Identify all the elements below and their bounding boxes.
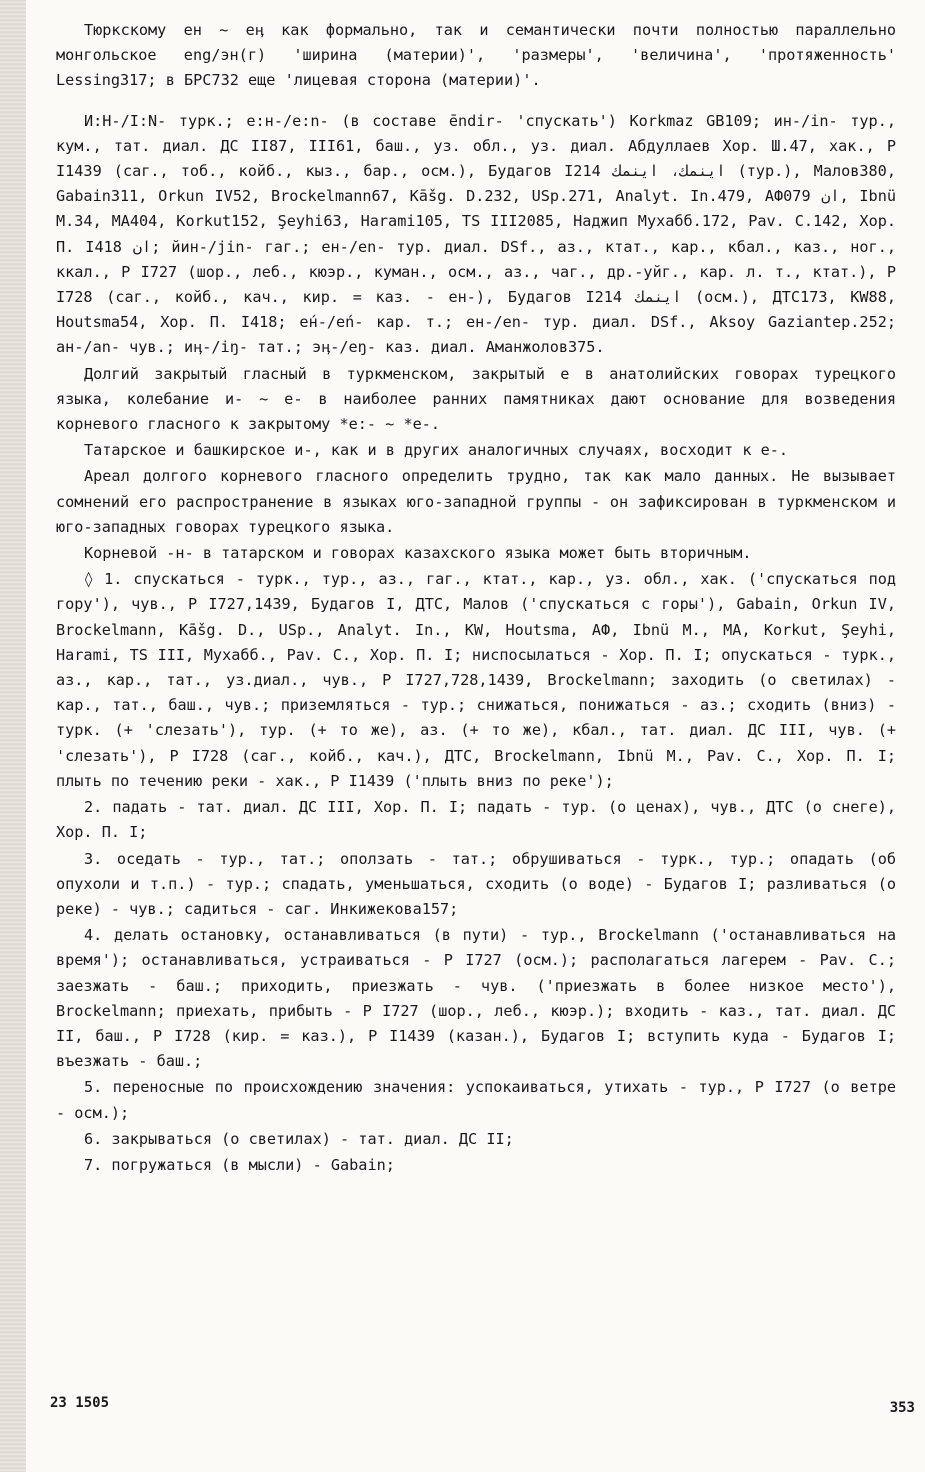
meaning-3: 3. оседать - тур., тат.; оползать - тат.; обрушиваться - турк., тур.; опадать (об опухоли и т.п.) - тур.; спадать, уменьшаться, сходить (о воде) - Будагов I; разливаться (о реке) - чув.; садиться - саг. Инкижекова157; [56,849,906,918]
meaning-5: 5. переносные по происхождению значения: успокаиваться, утихать - тур., Р I727 (о ветре - осм.); [56,1078,906,1122]
paragraph-vowel: Долгий закрытый гласный в туркменском, закрытый е в анатолийских говорах турецкого языка, колебание и- ~ е- в наиболее ранних памятниках дают основание для возведения корневого гласного к закрытому *е:- ~ *е-. [56,364,906,434]
meaning-6: 6. закрываться (о светилах) - тат. диал. ДС II; [84,1129,514,1148]
footer-code: 23 1505 [50,1395,110,1411]
scan-margin-strip [0,0,26,1472]
entry-forms-paragraph: И:Н-/I:N- турк.; е:н-/е:n- (в составе ēndir- 'спускать') Korkmaz GB109; ин-/in- тур., кум., тат. диал. ДС II87, III61, баш., уз. обл., уз. диал. Абдуллаев Хор. Ш.47, хак., Р I1439 (саг., тоб., койб., кыз., бар., осм.), Будагов I214 اينمك، اينمك (тур.), Малов380, Gabain311, Orkun IV52, Brockelmann67, Kāšg. D.232, USp.271, Analyt. In.479, АФ079 ان, Ibnü M.34, МА404, Korkut152, Şeyhi63, Harami105, TS III2085, Наджип Мухабб.172, Pav. C.142, Хор. П. I418 ان; йин-/jin- гаг.; ен-/en- тур. диал. DSf., аз., ктат., кар., кбал., каз., ног., ккал., Р I727 (шор., леб., кюэр., куман., осм., аз., чаг., др.-уйг., кар. л. т., ктат.), Р I728 (саг., койб., кач., кир. = каз. - ен-), Будагов I214 اينمك (осм.), ДТС173, KW88, Houtsma54, Хор. П. I418; ен́-/eń- кар. т.; ен-/en- тур. диал. DSf., Aksoy Gaziantep.252; ан-/an- чув.; иӊ-/iŋ- тат.; эӊ-/eŋ- каз. диал. Аманжолов375. [56,111,906,357]
meaning-1: ◊ 1. спускаться - турк., тур., аз., гаг., ктат., кар., уз. обл., хак. ('спускаться под гору'), чув., Р I727,1439, Будагов I, ДТС, Малов ('спускаться с горы'), Gabain, Orkun IV, Brockelmann, Kāšg. D., USp., Analyt. In., KW, Houtsma, АФ, Ibnü M., МА, Korkut, Şeyhi, Harami, TS III, Мухабб., Pav. C., Хор. П. I; ниспосылаться - Хор. П. I; опускаться - турк., аз., кар., тат., уз.диал., чув., Р I727,728,1439, Brockelmann; заходить (о светилах) - кар., тат., баш., чув.; приземляться - тур.; снижаться, понижаться - аз.; сходить (вниз) - турк. (+ 'слезать'), тур. (+ то же), аз. (+ то же), кбал., тат. диал. ДС III, чув. (+ 'слезать'), Р I728 (саг., койб., кач.), ДТС, Brockelmann, Ibnü M., Pav. C., Хор. П. I; плыть по течению реки - хак., Р I1439 ('плыть вниз по реке'); [56,570,906,790]
intro-paragraph: Тюркскому ен ~ еӊ как формально, так и семантически почти полностью параллельно монгольское eng/эн(г) 'ширина (материи)', 'размеры', 'величина', 'протяженность' Lessing317; в БРС732 еще 'лицевая сторона (материи)'. [56,21,906,90]
meaning-7: 7. погружаться (в мысли) - Gabain; [84,1155,395,1174]
paragraph-areal: Ареал долгого корневого гласного определить трудно, так как мало данных. Не вызывает сомнений его распространение в языках юго-западной группы - он зафиксирован в туркменском и юго-западных говорах турецкого языка. [56,467,906,536]
page-number: 353 [889,1400,915,1416]
meaning-2: 2. падать - тат. диал. ДС III, Хор. П. I; падать - тур. (о ценах), чув., ДТС (о снеге), Хор. П. I; [56,798,906,842]
paragraph-root: Корневой -н- в татарском и говорах казахского языка может быть вторичным. [84,544,752,563]
meaning-4: 4. делать остановку, останавливаться (в пути) - тур., Brockelmann ('останавливаться на время'); останавливаться, устраиваться - Р I727 (осм.); располагаться лагерем - Pav. C.; заезжать - баш.; приходить, приезжать - чув. ('приезжать в более низкое место'), Brockelmann; приехать, прибыть - Р I727 (шор., леб., кюэр.); входить - каз., тат. диал. ДС II, баш., Р I728 (кир. = каз.), Р I1439 (казан.), Будагов I; вступить куда - Будагов I; въезжать - баш.; [56,926,906,1071]
paragraph-tatar: Татарское и башкирское и-, как и в других аналогичных случаях, восходит к е-. [84,441,789,460]
